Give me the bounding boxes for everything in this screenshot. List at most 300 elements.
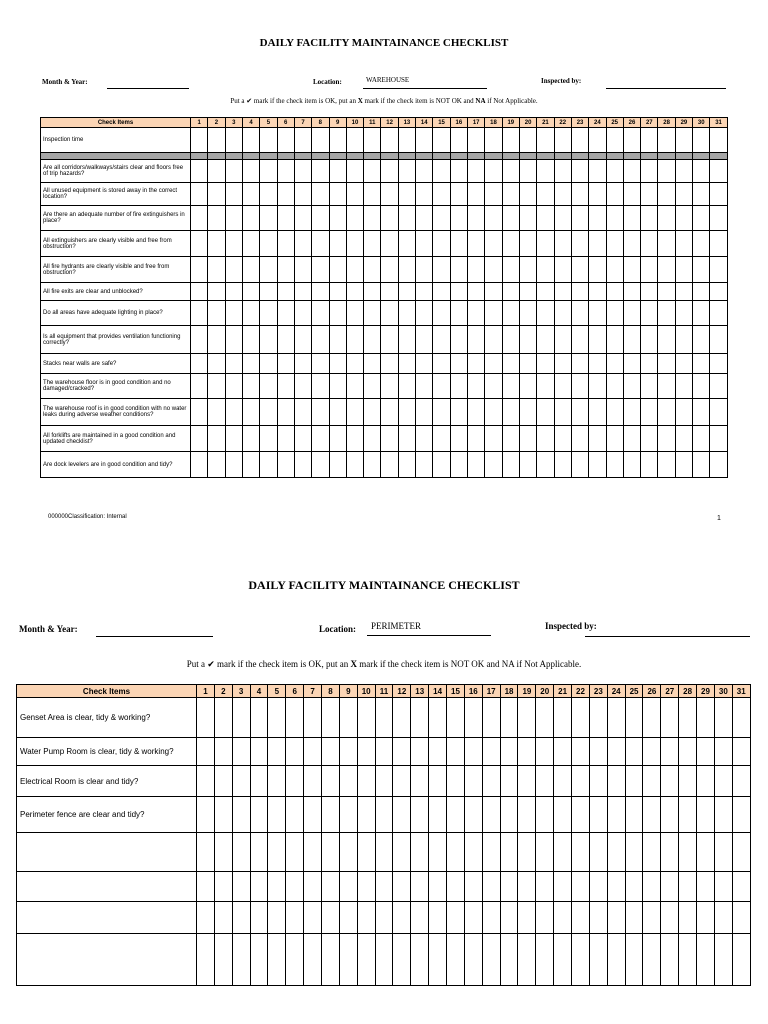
- day-check-cell[interactable]: [329, 399, 346, 426]
- day-check-cell[interactable]: [277, 183, 294, 206]
- day-check-cell[interactable]: [693, 128, 710, 153]
- day-check-cell[interactable]: [232, 766, 250, 797]
- day-check-cell[interactable]: [416, 183, 433, 206]
- day-check-cell[interactable]: [312, 326, 329, 354]
- day-check-cell[interactable]: [416, 160, 433, 183]
- day-check-cell[interactable]: [286, 766, 304, 797]
- day-check-cell[interactable]: [277, 160, 294, 183]
- day-check-cell[interactable]: [375, 766, 393, 797]
- day-check-cell[interactable]: [554, 738, 572, 766]
- day-check-cell[interactable]: [502, 128, 519, 153]
- day-check-cell[interactable]: [537, 183, 554, 206]
- day-check-cell[interactable]: [447, 934, 465, 986]
- day-check-cell[interactable]: [329, 426, 346, 452]
- day-check-cell[interactable]: [286, 872, 304, 902]
- day-check-cell[interactable]: [433, 452, 450, 478]
- day-check-cell[interactable]: [693, 153, 710, 160]
- day-check-cell[interactable]: [482, 738, 500, 766]
- day-check-cell[interactable]: [191, 183, 208, 206]
- day-check-cell[interactable]: [381, 452, 398, 478]
- day-check-cell[interactable]: [447, 797, 465, 833]
- day-check-cell[interactable]: [625, 738, 643, 766]
- day-check-cell[interactable]: [208, 183, 225, 206]
- day-check-cell[interactable]: [625, 872, 643, 902]
- day-check-cell[interactable]: [710, 160, 727, 183]
- day-check-cell[interactable]: [433, 183, 450, 206]
- day-check-cell[interactable]: [312, 399, 329, 426]
- day-check-cell[interactable]: [197, 738, 215, 766]
- day-check-cell[interactable]: [232, 934, 250, 986]
- day-check-cell[interactable]: [732, 833, 750, 872]
- day-check-cell[interactable]: [381, 183, 398, 206]
- day-check-cell[interactable]: [675, 301, 692, 326]
- day-check-cell[interactable]: [191, 231, 208, 257]
- day-check-cell[interactable]: [250, 766, 268, 797]
- day-check-cell[interactable]: [225, 257, 242, 283]
- day-check-cell[interactable]: [485, 283, 502, 301]
- day-check-cell[interactable]: [554, 183, 571, 206]
- day-check-cell[interactable]: [381, 160, 398, 183]
- day-check-cell[interactable]: [732, 902, 750, 934]
- day-check-cell[interactable]: [697, 833, 715, 872]
- day-check-cell[interactable]: [312, 128, 329, 153]
- day-check-cell[interactable]: [357, 872, 375, 902]
- day-check-cell[interactable]: [364, 283, 381, 301]
- day-check-cell[interactable]: [554, 872, 572, 902]
- day-check-cell[interactable]: [675, 257, 692, 283]
- day-check-cell[interactable]: [191, 374, 208, 399]
- day-check-cell[interactable]: [502, 452, 519, 478]
- day-check-cell[interactable]: [697, 934, 715, 986]
- day-check-cell[interactable]: [714, 698, 732, 738]
- day-check-cell[interactable]: [393, 766, 411, 797]
- day-check-cell[interactable]: [732, 797, 750, 833]
- day-check-cell[interactable]: [398, 153, 415, 160]
- day-check-cell[interactable]: [225, 153, 242, 160]
- day-check-cell[interactable]: [554, 452, 571, 478]
- day-check-cell[interactable]: [260, 301, 277, 326]
- day-check-cell[interactable]: [329, 326, 346, 354]
- day-check-cell[interactable]: [464, 902, 482, 934]
- day-check-cell[interactable]: [537, 206, 554, 231]
- day-check-cell[interactable]: [447, 766, 465, 797]
- day-check-cell[interactable]: [658, 153, 675, 160]
- day-check-cell[interactable]: [329, 452, 346, 478]
- day-check-cell[interactable]: [364, 374, 381, 399]
- sheet1-location-value[interactable]: WAREHOUSE: [366, 76, 410, 84]
- day-check-cell[interactable]: [502, 183, 519, 206]
- day-check-cell[interactable]: [433, 326, 450, 354]
- day-check-cell[interactable]: [661, 797, 679, 833]
- day-check-cell[interactable]: [536, 766, 554, 797]
- day-check-cell[interactable]: [214, 833, 232, 872]
- day-check-cell[interactable]: [191, 354, 208, 374]
- day-check-cell[interactable]: [554, 326, 571, 354]
- day-check-cell[interactable]: [322, 872, 340, 902]
- day-check-cell[interactable]: [464, 766, 482, 797]
- day-check-cell[interactable]: [643, 766, 661, 797]
- day-check-cell[interactable]: [250, 833, 268, 872]
- day-check-cell[interactable]: [450, 153, 467, 160]
- day-check-cell[interactable]: [589, 231, 606, 257]
- day-check-cell[interactable]: [232, 797, 250, 833]
- day-check-cell[interactable]: [675, 153, 692, 160]
- day-check-cell[interactable]: [571, 283, 588, 301]
- day-check-cell[interactable]: [679, 934, 697, 986]
- day-check-cell[interactable]: [208, 153, 225, 160]
- day-check-cell[interactable]: [260, 257, 277, 283]
- day-check-cell[interactable]: [393, 698, 411, 738]
- day-check-cell[interactable]: [225, 374, 242, 399]
- day-check-cell[interactable]: [329, 128, 346, 153]
- day-check-cell[interactable]: [304, 833, 322, 872]
- day-check-cell[interactable]: [322, 833, 340, 872]
- day-check-cell[interactable]: [589, 128, 606, 153]
- day-check-cell[interactable]: [675, 231, 692, 257]
- day-check-cell[interactable]: [208, 128, 225, 153]
- day-check-cell[interactable]: [589, 283, 606, 301]
- day-check-cell[interactable]: [294, 301, 311, 326]
- day-check-cell[interactable]: [329, 183, 346, 206]
- day-check-cell[interactable]: [641, 374, 658, 399]
- day-check-cell[interactable]: [329, 231, 346, 257]
- day-check-cell[interactable]: [416, 374, 433, 399]
- day-check-cell[interactable]: [732, 766, 750, 797]
- day-check-cell[interactable]: [411, 833, 429, 872]
- day-check-cell[interactable]: [208, 426, 225, 452]
- day-check-cell[interactable]: [339, 872, 357, 902]
- day-check-cell[interactable]: [658, 426, 675, 452]
- day-check-cell[interactable]: [242, 452, 259, 478]
- day-check-cell[interactable]: [537, 128, 554, 153]
- day-check-cell[interactable]: [322, 902, 340, 934]
- day-check-cell[interactable]: [322, 738, 340, 766]
- day-check-cell[interactable]: [714, 934, 732, 986]
- day-check-cell[interactable]: [381, 426, 398, 452]
- day-check-cell[interactable]: [346, 283, 363, 301]
- day-check-cell[interactable]: [398, 426, 415, 452]
- day-check-cell[interactable]: [312, 231, 329, 257]
- day-check-cell[interactable]: [554, 206, 571, 231]
- day-check-cell[interactable]: [623, 183, 640, 206]
- day-check-cell[interactable]: [519, 301, 536, 326]
- day-check-cell[interactable]: [710, 183, 727, 206]
- day-check-cell[interactable]: [286, 797, 304, 833]
- day-check-cell[interactable]: [571, 153, 588, 160]
- day-check-cell[interactable]: [260, 326, 277, 354]
- day-check-cell[interactable]: [242, 257, 259, 283]
- day-check-cell[interactable]: [346, 426, 363, 452]
- day-check-cell[interactable]: [277, 257, 294, 283]
- day-check-cell[interactable]: [554, 399, 571, 426]
- day-check-cell[interactable]: [623, 374, 640, 399]
- day-check-cell[interactable]: [571, 326, 588, 354]
- day-check-cell[interactable]: [482, 872, 500, 902]
- day-check-cell[interactable]: [693, 426, 710, 452]
- day-check-cell[interactable]: [398, 183, 415, 206]
- day-check-cell[interactable]: [208, 326, 225, 354]
- day-check-cell[interactable]: [519, 257, 536, 283]
- day-check-cell[interactable]: [429, 833, 447, 872]
- day-check-cell[interactable]: [571, 374, 588, 399]
- day-check-cell[interactable]: [714, 766, 732, 797]
- day-check-cell[interactable]: [429, 797, 447, 833]
- day-check-cell[interactable]: [554, 902, 572, 934]
- day-check-cell[interactable]: [518, 738, 536, 766]
- day-check-cell[interactable]: [589, 934, 607, 986]
- day-check-cell[interactable]: [329, 354, 346, 374]
- day-check-cell[interactable]: [429, 738, 447, 766]
- day-check-cell[interactable]: [606, 326, 623, 354]
- day-check-cell[interactable]: [661, 872, 679, 902]
- day-check-cell[interactable]: [346, 231, 363, 257]
- day-check-cell[interactable]: [450, 206, 467, 231]
- day-check-cell[interactable]: [346, 160, 363, 183]
- day-check-cell[interactable]: [500, 797, 518, 833]
- day-check-cell[interactable]: [643, 738, 661, 766]
- day-check-cell[interactable]: [191, 257, 208, 283]
- day-check-cell[interactable]: [607, 766, 625, 797]
- day-check-cell[interactable]: [589, 257, 606, 283]
- day-check-cell[interactable]: [346, 128, 363, 153]
- day-check-cell[interactable]: [518, 902, 536, 934]
- day-check-cell[interactable]: [623, 283, 640, 301]
- day-check-cell[interactable]: [450, 183, 467, 206]
- day-check-cell[interactable]: [398, 452, 415, 478]
- day-check-cell[interactable]: [411, 872, 429, 902]
- day-check-cell[interactable]: [214, 797, 232, 833]
- day-check-cell[interactable]: [693, 374, 710, 399]
- day-check-cell[interactable]: [661, 833, 679, 872]
- day-check-cell[interactable]: [518, 766, 536, 797]
- day-check-cell[interactable]: [433, 153, 450, 160]
- day-check-cell[interactable]: [468, 426, 485, 452]
- day-check-cell[interactable]: [450, 301, 467, 326]
- day-check-cell[interactable]: [641, 283, 658, 301]
- day-check-cell[interactable]: [641, 206, 658, 231]
- day-check-cell[interactable]: [693, 283, 710, 301]
- day-check-cell[interactable]: [606, 426, 623, 452]
- day-check-cell[interactable]: [714, 902, 732, 934]
- day-check-cell[interactable]: [732, 698, 750, 738]
- day-check-cell[interactable]: [623, 231, 640, 257]
- day-check-cell[interactable]: [554, 354, 571, 374]
- day-check-cell[interactable]: [339, 902, 357, 934]
- day-check-cell[interactable]: [468, 153, 485, 160]
- day-check-cell[interactable]: [518, 833, 536, 872]
- day-check-cell[interactable]: [589, 738, 607, 766]
- day-check-cell[interactable]: [641, 326, 658, 354]
- day-check-cell[interactable]: [447, 872, 465, 902]
- day-check-cell[interactable]: [346, 326, 363, 354]
- day-check-cell[interactable]: [468, 206, 485, 231]
- day-check-cell[interactable]: [375, 797, 393, 833]
- day-check-cell[interactable]: [225, 160, 242, 183]
- day-check-cell[interactable]: [554, 283, 571, 301]
- day-check-cell[interactable]: [339, 833, 357, 872]
- day-check-cell[interactable]: [304, 698, 322, 738]
- day-check-cell[interactable]: [623, 426, 640, 452]
- day-check-cell[interactable]: [312, 301, 329, 326]
- day-check-cell[interactable]: [643, 872, 661, 902]
- day-check-cell[interactable]: [329, 206, 346, 231]
- day-check-cell[interactable]: [346, 374, 363, 399]
- day-check-cell[interactable]: [468, 374, 485, 399]
- day-check-cell[interactable]: [250, 902, 268, 934]
- day-check-cell[interactable]: [416, 301, 433, 326]
- day-check-cell[interactable]: [643, 833, 661, 872]
- day-check-cell[interactable]: [277, 374, 294, 399]
- day-check-cell[interactable]: [268, 833, 286, 872]
- day-check-cell[interactable]: [468, 183, 485, 206]
- day-check-cell[interactable]: [357, 698, 375, 738]
- day-check-cell[interactable]: [381, 354, 398, 374]
- day-check-cell[interactable]: [658, 301, 675, 326]
- day-check-cell[interactable]: [536, 698, 554, 738]
- day-check-cell[interactable]: [519, 452, 536, 478]
- day-check-cell[interactable]: [312, 374, 329, 399]
- day-check-cell[interactable]: [191, 160, 208, 183]
- day-check-cell[interactable]: [464, 833, 482, 872]
- day-check-cell[interactable]: [364, 399, 381, 426]
- day-check-cell[interactable]: [225, 452, 242, 478]
- day-check-cell[interactable]: [625, 766, 643, 797]
- day-check-cell[interactable]: [381, 283, 398, 301]
- day-check-cell[interactable]: [641, 153, 658, 160]
- day-check-cell[interactable]: [641, 160, 658, 183]
- day-check-cell[interactable]: [697, 902, 715, 934]
- day-check-cell[interactable]: [482, 698, 500, 738]
- day-check-cell[interactable]: [693, 183, 710, 206]
- day-check-cell[interactable]: [485, 374, 502, 399]
- day-check-cell[interactable]: [625, 902, 643, 934]
- day-check-cell[interactable]: [693, 354, 710, 374]
- day-check-cell[interactable]: [572, 902, 590, 934]
- day-check-cell[interactable]: [268, 872, 286, 902]
- day-check-cell[interactable]: [447, 902, 465, 934]
- day-check-cell[interactable]: [572, 833, 590, 872]
- day-check-cell[interactable]: [208, 301, 225, 326]
- day-check-cell[interactable]: [643, 902, 661, 934]
- day-check-cell[interactable]: [710, 426, 727, 452]
- day-check-cell[interactable]: [214, 738, 232, 766]
- day-check-cell[interactable]: [607, 698, 625, 738]
- day-check-cell[interactable]: [468, 399, 485, 426]
- sheet2-inspected-by-field[interactable]: [585, 636, 750, 637]
- day-check-cell[interactable]: [191, 301, 208, 326]
- day-check-cell[interactable]: [571, 301, 588, 326]
- day-check-cell[interactable]: [381, 257, 398, 283]
- day-check-cell[interactable]: [260, 231, 277, 257]
- day-check-cell[interactable]: [242, 206, 259, 231]
- day-check-cell[interactable]: [277, 128, 294, 153]
- day-check-cell[interactable]: [658, 183, 675, 206]
- day-check-cell[interactable]: [571, 231, 588, 257]
- day-check-cell[interactable]: [416, 399, 433, 426]
- day-check-cell[interactable]: [242, 399, 259, 426]
- day-check-cell[interactable]: [393, 797, 411, 833]
- day-check-cell[interactable]: [398, 206, 415, 231]
- day-check-cell[interactable]: [679, 872, 697, 902]
- day-check-cell[interactable]: [225, 283, 242, 301]
- day-check-cell[interactable]: [225, 354, 242, 374]
- day-check-cell[interactable]: [375, 934, 393, 986]
- day-check-cell[interactable]: [242, 301, 259, 326]
- day-check-cell[interactable]: [364, 206, 381, 231]
- day-check-cell[interactable]: [537, 257, 554, 283]
- day-check-cell[interactable]: [623, 257, 640, 283]
- day-check-cell[interactable]: [710, 374, 727, 399]
- day-check-cell[interactable]: [502, 257, 519, 283]
- day-check-cell[interactable]: [697, 797, 715, 833]
- day-check-cell[interactable]: [393, 934, 411, 986]
- day-check-cell[interactable]: [589, 452, 606, 478]
- day-check-cell[interactable]: [286, 902, 304, 934]
- day-check-cell[interactable]: [416, 257, 433, 283]
- day-check-cell[interactable]: [589, 797, 607, 833]
- day-check-cell[interactable]: [625, 698, 643, 738]
- day-check-cell[interactable]: [502, 374, 519, 399]
- day-check-cell[interactable]: [732, 738, 750, 766]
- day-check-cell[interactable]: [468, 326, 485, 354]
- day-check-cell[interactable]: [464, 738, 482, 766]
- day-check-cell[interactable]: [416, 153, 433, 160]
- day-check-cell[interactable]: [589, 399, 606, 426]
- day-check-cell[interactable]: [536, 797, 554, 833]
- day-check-cell[interactable]: [346, 301, 363, 326]
- day-check-cell[interactable]: [679, 698, 697, 738]
- day-check-cell[interactable]: [710, 257, 727, 283]
- day-check-cell[interactable]: [571, 354, 588, 374]
- day-check-cell[interactable]: [554, 934, 572, 986]
- day-check-cell[interactable]: [450, 326, 467, 354]
- day-check-cell[interactable]: [322, 934, 340, 986]
- day-check-cell[interactable]: [433, 160, 450, 183]
- day-check-cell[interactable]: [268, 797, 286, 833]
- day-check-cell[interactable]: [346, 153, 363, 160]
- day-check-cell[interactable]: [260, 153, 277, 160]
- day-check-cell[interactable]: [606, 354, 623, 374]
- day-check-cell[interactable]: [197, 934, 215, 986]
- day-check-cell[interactable]: [214, 698, 232, 738]
- day-check-cell[interactable]: [447, 738, 465, 766]
- day-check-cell[interactable]: [519, 399, 536, 426]
- day-check-cell[interactable]: [398, 374, 415, 399]
- day-check-cell[interactable]: [260, 374, 277, 399]
- day-check-cell[interactable]: [208, 374, 225, 399]
- day-check-cell[interactable]: [364, 426, 381, 452]
- day-check-cell[interactable]: [502, 153, 519, 160]
- day-check-cell[interactable]: [294, 399, 311, 426]
- day-check-cell[interactable]: [191, 128, 208, 153]
- day-check-cell[interactable]: [658, 283, 675, 301]
- day-check-cell[interactable]: [191, 153, 208, 160]
- day-check-cell[interactable]: [536, 902, 554, 934]
- day-check-cell[interactable]: [675, 399, 692, 426]
- day-check-cell[interactable]: [502, 426, 519, 452]
- day-check-cell[interactable]: [571, 128, 588, 153]
- day-check-cell[interactable]: [502, 399, 519, 426]
- day-check-cell[interactable]: [214, 766, 232, 797]
- day-check-cell[interactable]: [464, 797, 482, 833]
- day-check-cell[interactable]: [500, 902, 518, 934]
- day-check-cell[interactable]: [429, 698, 447, 738]
- day-check-cell[interactable]: [697, 872, 715, 902]
- day-check-cell[interactable]: [232, 738, 250, 766]
- day-check-cell[interactable]: [589, 153, 606, 160]
- day-check-cell[interactable]: [450, 399, 467, 426]
- day-check-cell[interactable]: [312, 452, 329, 478]
